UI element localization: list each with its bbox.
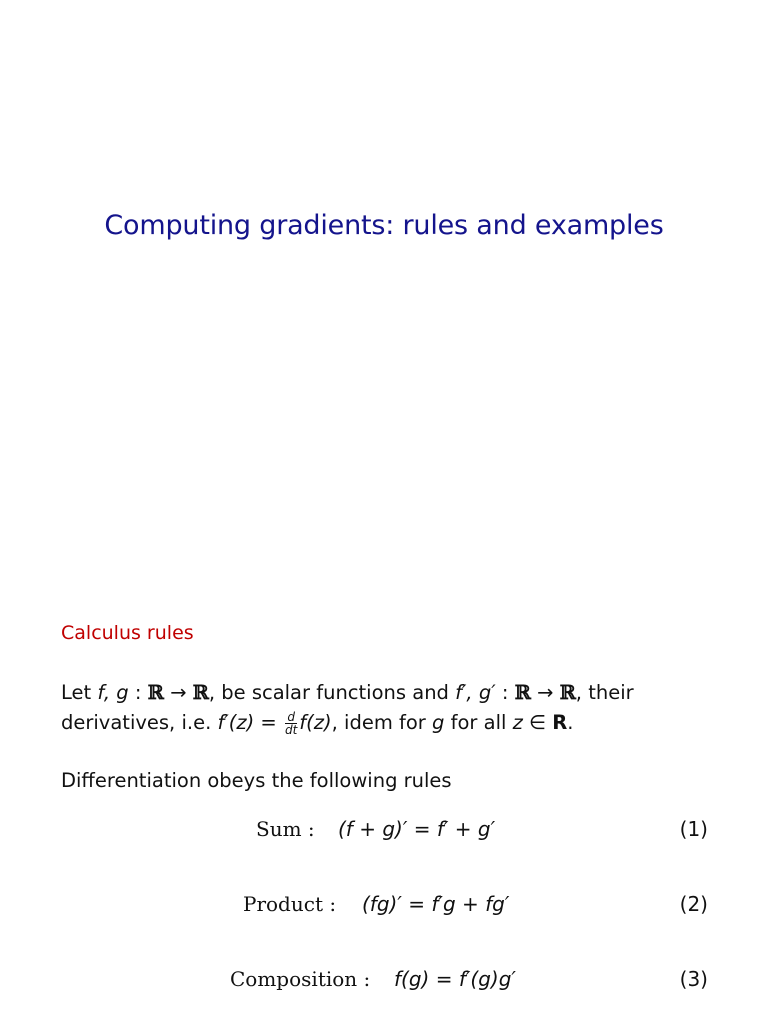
equation-label: Sum : — [256, 817, 315, 841]
math-g: g — [432, 711, 445, 734]
text-mid: , be scalar functions and — [208, 681, 456, 704]
text-colon: : — [495, 681, 515, 704]
fraction-denominator: dt — [284, 723, 298, 738]
section-title: Calculus rules — [61, 622, 194, 644]
math-f-z: f(z) — [299, 711, 332, 734]
equation-number: (2) — [679, 892, 708, 916]
text-let: Let — [61, 681, 98, 704]
equation-sum — [0, 817, 768, 851]
math-arrow: → — [163, 681, 193, 704]
math-fprime-gprime: f′, g′ — [455, 681, 496, 704]
equation-number: (3) — [679, 967, 708, 991]
equation-product — [0, 892, 768, 926]
math-equals: = — [254, 711, 283, 734]
slide-calculus-rules — [0, 512, 768, 1024]
math-reals: ℝ — [192, 681, 209, 704]
rules-intro-paragraph: Differentiation obeys the following rules — [61, 769, 452, 792]
slide-title-heading: Computing gradients: rules and examples — [104, 210, 664, 241]
equation-expression: (fg)′ = f′g + fg′ — [362, 892, 510, 916]
text-their: , their — [575, 681, 634, 704]
text-idem: , idem for — [331, 711, 433, 734]
text-derivatives: derivatives, i.e. — [61, 711, 218, 734]
math-reals: ℝ — [559, 681, 576, 704]
text-for-all: for all — [444, 711, 513, 734]
math-reals: ℝ — [514, 681, 531, 704]
fraction-numerator: d — [285, 711, 297, 724]
math-fprime-z: f′(z) — [217, 711, 255, 734]
equation-number: (1) — [679, 817, 708, 841]
math-reals: ℝ — [147, 681, 164, 704]
text-period: . — [567, 711, 574, 734]
equation-expression: (f + g)′ = f′ + g′ — [338, 817, 496, 841]
math-fg: f, g — [97, 681, 129, 704]
intro-paragraph — [61, 678, 711, 738]
equation-composition — [0, 967, 768, 1001]
math-arrow: → — [530, 681, 560, 704]
math-fraction-d-dt — [285, 711, 297, 736]
equation-label: Product : — [243, 892, 337, 916]
equation-label: Composition : — [230, 967, 371, 991]
math-element-of: ∈ — [522, 711, 553, 734]
math-bold-R: R — [552, 711, 568, 734]
equation-expression: f(g) = f′(g)g′ — [394, 967, 516, 991]
text-colon: : — [128, 681, 148, 704]
math-z: z — [512, 711, 523, 734]
